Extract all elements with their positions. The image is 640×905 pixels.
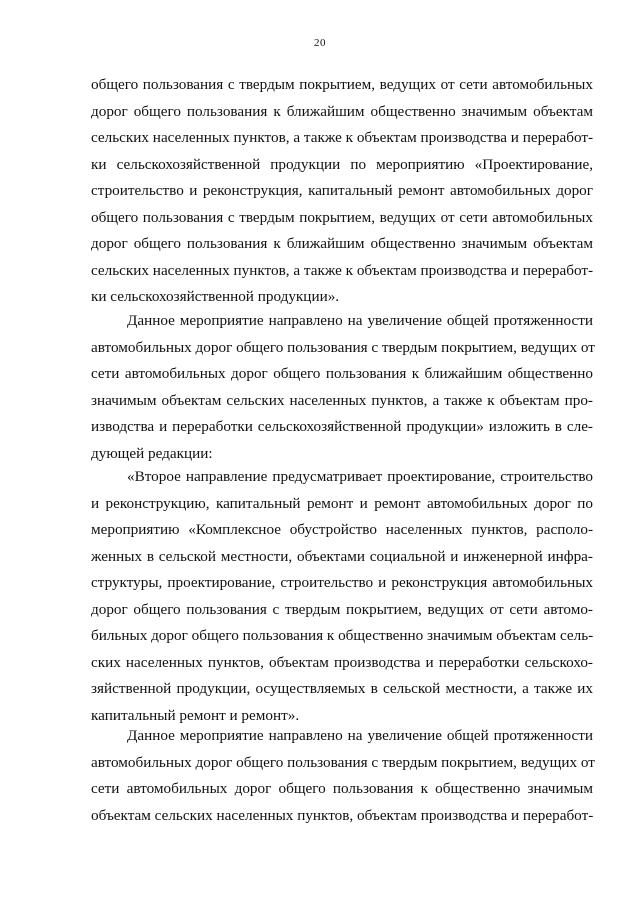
text-line: дорог общего пользования к ближайшим общественно значимым объектам xyxy=(91,102,593,120)
text-line: строительство и реконструкция, капитальный ремонт автомобильных дорог xyxy=(91,182,593,199)
text-line: объектам сельских населенных пунктов, объектам производства и переработ- xyxy=(91,806,594,824)
text-line: автомобильных дорог общего пользования с твердым покрытием, ведущих от xyxy=(91,338,595,356)
text-line: сельских населенных пунктов, а также к объектам производства и переработ- xyxy=(91,129,594,146)
text-line: «Второе направление предусматривает проектирование, строительство xyxy=(127,468,593,485)
text-line: изводства и переработки сельскохозяйственной продукции» изложить в сле- xyxy=(91,418,593,435)
text-line: сети автомобильных дорог общего пользования к общественно значимым xyxy=(91,780,593,797)
text-line: автомобильных дорог общего пользования с твердым покрытием, ведущих от xyxy=(91,753,595,771)
paragraph-1 xyxy=(91,72,593,311)
paragraph-3 xyxy=(91,464,593,729)
text-line: женных в сельской местности, объектами социальной и инженерной инфра- xyxy=(91,547,593,565)
text-line: значимым объектам сельских населенных пунктов, а также к объектам про- xyxy=(91,391,593,409)
text-line: капитальный ремонт и ремонт». xyxy=(91,706,300,724)
text-line: ских населенных пунктов, объектам производства и переработки сельскохо- xyxy=(91,653,593,671)
text-line: дорог общего пользования к ближайшим общественно значимым объектам xyxy=(91,235,593,252)
text-line: дорог общего пользования с твердым покрытием, ведущих от сети автомо- xyxy=(91,600,593,618)
text-line: общего пользования с твердым покрытием, ведущих от сети автомобильных xyxy=(91,76,593,93)
paragraph-4 xyxy=(91,723,593,829)
text-line: Данное мероприятие направлено на увеличение общей протяженности xyxy=(127,312,593,329)
text-line: и реконструкцию, капитальный ремонт и ремонт автомобильных дорог по xyxy=(91,494,593,512)
text-line: ки сельскохозяйственной продукции». xyxy=(91,288,340,305)
text-line: ки сельскохозяйственной продукции по мероприятию «Проектирование, xyxy=(91,155,593,173)
text-line: структуры, проектирование, строительство и реконструкция автомобильных xyxy=(91,574,593,591)
text-line: сельских населенных пунктов, а также к объектам производства и переработ- xyxy=(91,261,594,279)
text-line: Данное мероприятие направлено на увеличение общей протяженности xyxy=(127,727,593,744)
text-line: общего пользования с твердым покрытием, ведущих от сети автомобильных xyxy=(91,208,593,226)
paragraph-2 xyxy=(91,308,593,467)
text-line: бильных дорог общего пользования к общественно значимым объектам сель- xyxy=(91,627,594,644)
text-line: дующей редакции: xyxy=(91,444,213,462)
page-number: 20 xyxy=(314,37,326,49)
text-line: мероприятию «Комплексное обустройство населенных пунктов, располо- xyxy=(91,521,593,538)
text-line: сети автомобильных дорог общего пользования к ближайшим общественно xyxy=(91,365,593,382)
text-line: зяйственной продукции, осуществляемых в сельской местности, а также их xyxy=(91,680,593,697)
